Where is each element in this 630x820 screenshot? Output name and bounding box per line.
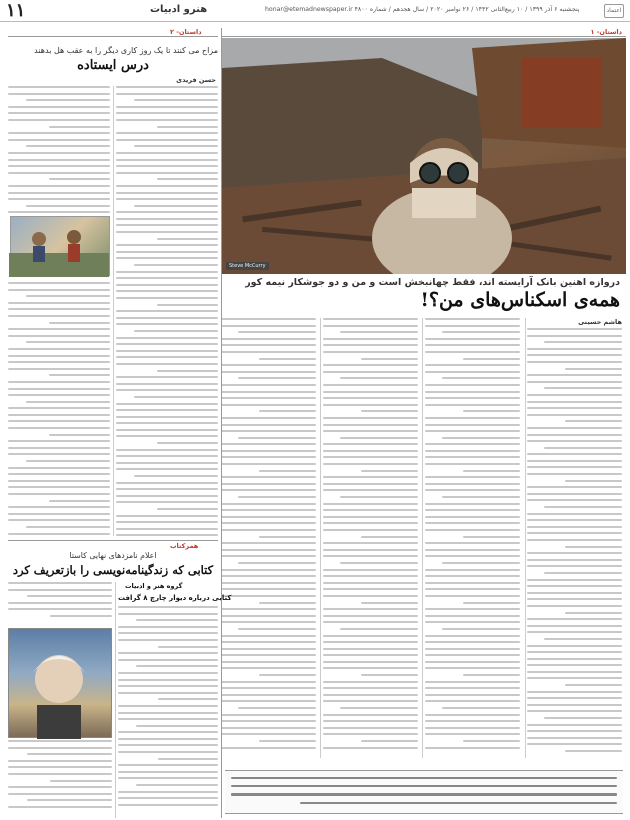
- main-caption: دروازه اهنین بانک آرایسته اند، فقط چهانبخش است و من و دو جوشکار نیمه کور: [245, 277, 620, 288]
- bottom-story-headline: کتابی که زندگینامه‌نویسی را بازتعریف کرد: [12, 563, 214, 577]
- main-story-column: [221, 318, 316, 758]
- left-story-column: [8, 86, 110, 214]
- bottom-story-subtitle: اعلام نامزدهای نهایی کاستا: [69, 551, 157, 560]
- column-rule: [525, 318, 526, 758]
- divider: [8, 36, 218, 37]
- bottom-story-tag: همرکتاب: [170, 542, 199, 550]
- shipbreaking-illustration: [222, 38, 626, 274]
- main-story-column: [527, 328, 622, 758]
- sidebar-column: [118, 606, 218, 816]
- sidebar-title: گروه هنر و ادبیات: [125, 582, 183, 590]
- header-info: پنجشنبه ۶ آذر ۱۳۹۹ / ۱۰ ربیع‌الثانی ۱۴۴۲ / ۲۶ نوامبر ۲۰۲۰ / سال هجدهم / شماره ۴۸۰۰ honar@etemadnewspaper.ir: [265, 6, 580, 13]
- newspaper-logo: اعتماد: [604, 4, 624, 18]
- column-rule: [422, 318, 423, 758]
- main-byline: هاشم حسینی: [578, 318, 622, 326]
- pull-quote-box: [225, 770, 623, 814]
- left-story-byline: حسن فریدی: [176, 76, 216, 84]
- section-title: هنرو ادبیات: [150, 4, 208, 15]
- column-rule: [113, 86, 114, 536]
- main-story-column: [323, 318, 418, 758]
- main-story-column: [425, 318, 520, 758]
- column-rule: [320, 318, 321, 758]
- left-story-photo: [10, 216, 110, 276]
- main-photo: [222, 38, 626, 274]
- portrait-illustration: [7, 629, 111, 739]
- section-rule: [221, 28, 222, 818]
- left-story-tag: داستان- ۲: [170, 28, 202, 36]
- page-number: ۱۱: [6, 0, 26, 21]
- sidebar-heading: کتابی درباره دیوار چارچ ۸ گرافت: [118, 594, 232, 602]
- bottom-story-column: [8, 740, 112, 816]
- left-story-column: [8, 282, 110, 536]
- page-header: [0, 0, 630, 22]
- left-story-headline: درس ایستاده: [77, 58, 149, 73]
- bottom-story-column: [8, 582, 112, 626]
- left-story-column: [116, 86, 218, 536]
- main-story-tag: داستان- ۱: [590, 28, 622, 36]
- main-headline: همه‌ی اسکناس‌های من؟!: [420, 289, 620, 311]
- left-story-subtitle: مزاح می کنند تا یک روز کاری دیگر را به عقب هل بدهند: [34, 46, 218, 55]
- divider: [222, 36, 626, 37]
- workers-illustration: [9, 217, 109, 277]
- column-rule: [115, 582, 116, 818]
- divider: [8, 540, 218, 541]
- author-portrait: [8, 628, 112, 738]
- photo-credit: Steve McCurry: [226, 262, 269, 270]
